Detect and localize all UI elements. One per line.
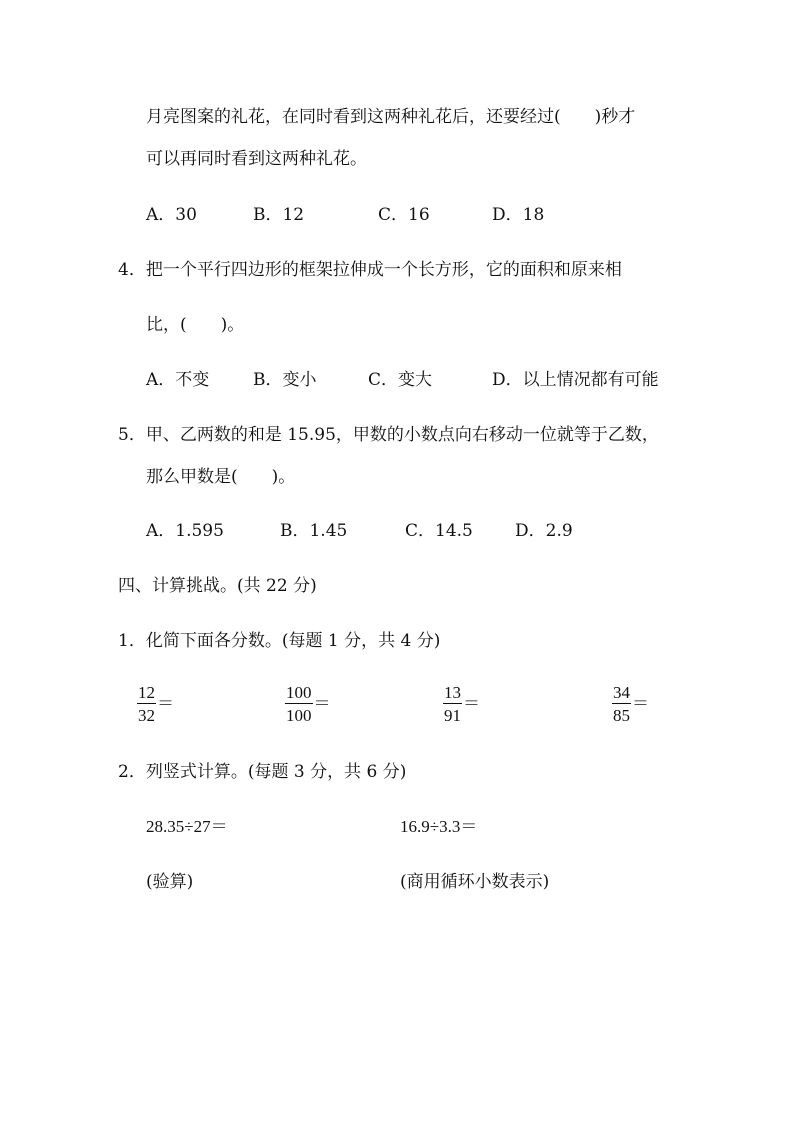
q4-option-c: C．变大 (368, 370, 433, 390)
fraction-4-denominator: 85 (613, 706, 630, 725)
fraction-3-numerator: 13 (444, 683, 461, 702)
fraction-4-equals: ＝ (632, 693, 649, 714)
calc2-problem-2: 16.9÷3.3＝ (400, 817, 478, 836)
fraction-3 (443, 684, 480, 724)
calc2-title: 2．列竖式计算。(每题 3 分，共 6 分) (118, 762, 407, 782)
q4-line1: 4．把一个平行四边形的框架拉伸成一个长方形，它的面积和原来相 (118, 260, 622, 280)
q5-line2: 那么甲数是( )。 (146, 467, 296, 487)
q5-option-d: D．2.9 (515, 521, 573, 541)
q4-option-d: D．以上情况都有可能 (492, 370, 659, 390)
fraction-4-bar (612, 703, 631, 704)
q4-line2: 比，( )。 (146, 315, 245, 335)
q5-option-b: B．1.45 (280, 521, 348, 541)
q3-option-d: D．18 (492, 205, 545, 225)
calc1-title: 1．化简下面各分数。(每题 1 分，共 4 分) (118, 631, 441, 651)
fraction-1-denominator: 32 (138, 706, 155, 725)
fraction-1 (137, 684, 174, 724)
fraction-2-denominator: 100 (286, 706, 312, 725)
fraction-2-bar (285, 703, 313, 704)
fraction-2-equals: ＝ (313, 693, 331, 714)
fraction-3-denominator: 91 (444, 706, 461, 725)
q3-option-b: B．12 (253, 205, 305, 225)
calc2-note-2: (商用循环小数表示) (400, 872, 550, 892)
fraction-2-numerator: 100 (286, 683, 312, 702)
fraction-1-numerator: 12 (138, 683, 155, 702)
fraction-2 (285, 684, 331, 724)
fraction-1-bar (137, 703, 156, 704)
q4-option-b: B．变小 (253, 370, 317, 390)
fraction-3-equals: ＝ (463, 693, 480, 714)
q3-option-a: A．30 (146, 205, 197, 225)
q5-line1: 5．甲、乙两数的和是 15.95，甲数的小数点向右移动一位就等于乙数， (118, 425, 659, 445)
q5-option-c: C．14.5 (405, 521, 473, 541)
fraction-3-bar (443, 703, 462, 704)
section-4-title: 四、计算挑战。(共 22 分) (118, 576, 317, 596)
q3-line2: 可以再同时看到这两种礼花。 (146, 149, 367, 169)
fraction-4 (612, 684, 649, 724)
q5-option-a: A．1.595 (146, 521, 224, 541)
calc2-problem-1: 28.35÷27＝ (146, 817, 228, 836)
q3-line1: 月亮图案的礼花，在同时看到这两种礼花后，还要经过( )秒才 (146, 107, 636, 127)
fraction-4-numerator: 34 (613, 683, 630, 702)
q3-option-c: C．16 (378, 205, 430, 225)
calc2-note-1: (验算) (146, 872, 194, 892)
q4-option-a: A．不变 (146, 370, 210, 390)
fraction-1-equals: ＝ (157, 693, 174, 714)
